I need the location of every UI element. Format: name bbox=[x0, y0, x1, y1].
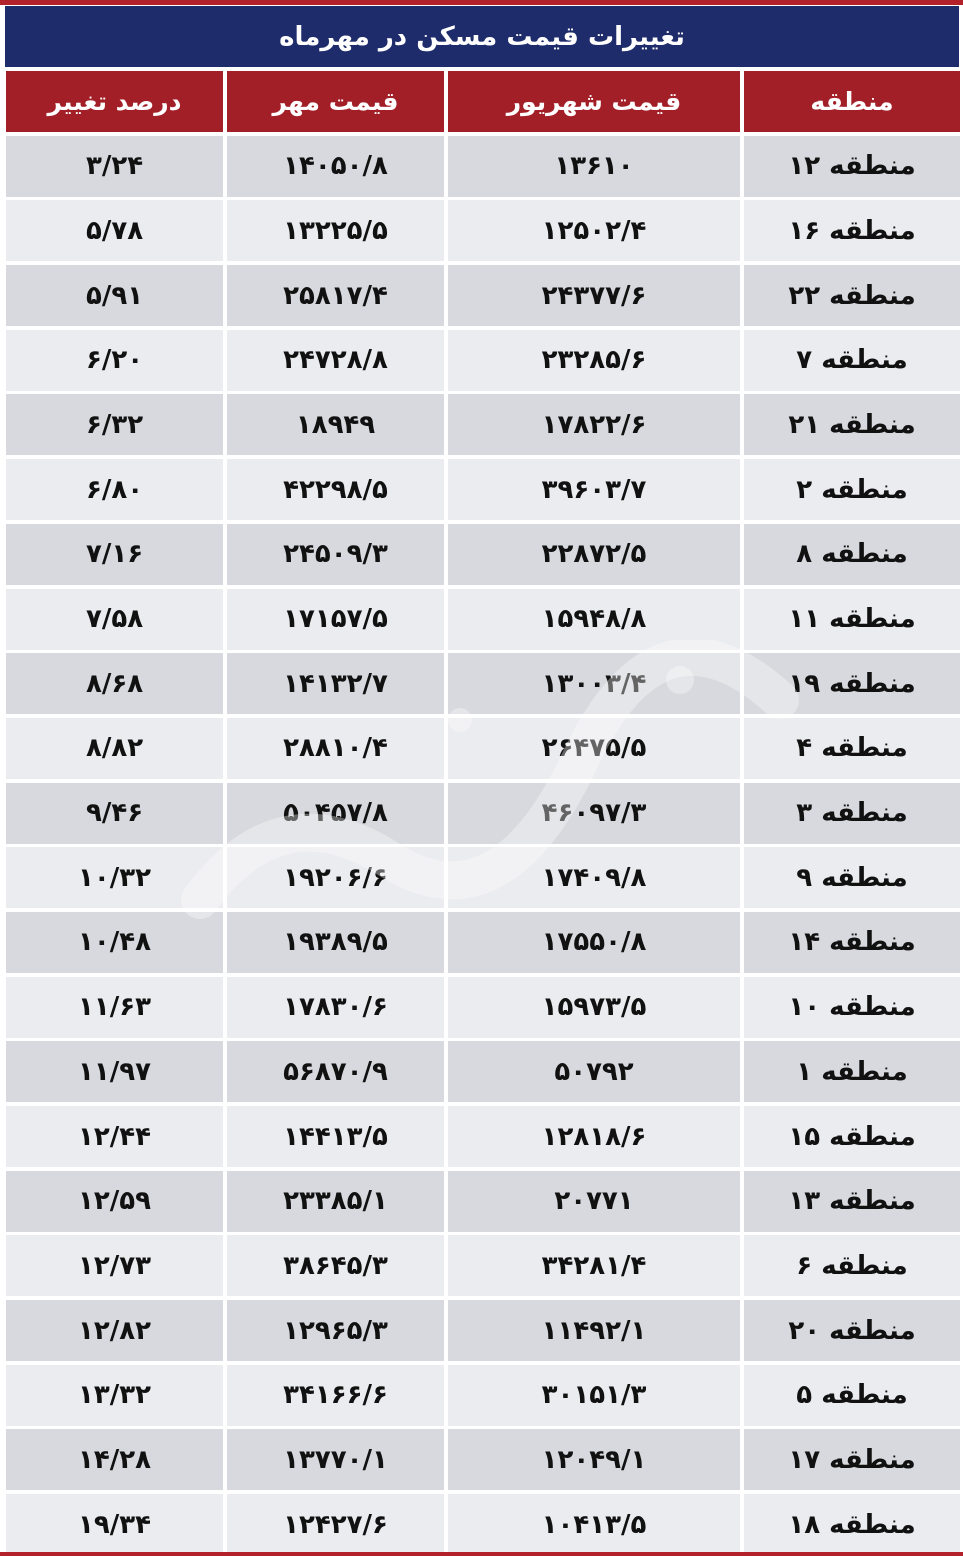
cell-mehr-price: ۲۴۷۲۸/۸ bbox=[227, 330, 444, 391]
cell-region: منطقه ۲۲ bbox=[744, 265, 960, 326]
cell-mehr-price: ۲۴۵۰۹/۳ bbox=[227, 524, 444, 585]
cell-mehr-price: ۱۲۹۶۵/۳ bbox=[227, 1300, 444, 1361]
cell-mehr-price: ۵۶۸۷۰/۹ bbox=[227, 1041, 444, 1102]
cell-change-percent: ۹/۴۶ bbox=[6, 783, 223, 844]
cell-change-percent: ۱۱/۹۷ bbox=[6, 1041, 223, 1102]
cell-change-percent: ۱۹/۳۴ bbox=[6, 1494, 223, 1555]
cell-mehr-price: ۱۹۲۰۶/۶ bbox=[227, 847, 444, 908]
cell-region: منطقه ۱۴ bbox=[744, 912, 960, 973]
cell-region: منطقه ۷ bbox=[744, 330, 960, 391]
cell-change-percent: ۱۰/۳۲ bbox=[6, 847, 223, 908]
cell-region: منطقه ۸ bbox=[744, 524, 960, 585]
cell-region: منطقه ۴ bbox=[744, 718, 960, 779]
cell-region: منطقه ۱۹ bbox=[744, 653, 960, 714]
cell-shahrivar-price: ۲۰۷۷۱ bbox=[448, 1171, 740, 1232]
cell-change-percent: ۸/۸۲ bbox=[6, 718, 223, 779]
cell-change-percent: ۷/۵۸ bbox=[6, 589, 223, 650]
cell-mehr-price: ۳۴۱۶۶/۶ bbox=[227, 1365, 444, 1426]
cell-mehr-price: ۴۲۲۹۸/۵ bbox=[227, 459, 444, 520]
cell-mehr-price: ۲۸۸۱۰/۴ bbox=[227, 718, 444, 779]
cell-region: منطقه ۶ bbox=[744, 1235, 960, 1296]
cell-region: منطقه ۱۰ bbox=[744, 977, 960, 1038]
cell-mehr-price: ۲۳۳۸۵/۱ bbox=[227, 1171, 444, 1232]
cell-shahrivar-price: ۳۹۶۰۳/۷ bbox=[448, 459, 740, 520]
cell-change-percent: ۱۱/۶۳ bbox=[6, 977, 223, 1038]
cell-mehr-price: ۱۷۸۳۰/۶ bbox=[227, 977, 444, 1038]
cell-change-percent: ۱۰/۴۸ bbox=[6, 912, 223, 973]
cell-change-percent: ۵/۹۱ bbox=[6, 265, 223, 326]
header-region: منطقه bbox=[744, 71, 960, 132]
table-title bbox=[5, 6, 959, 67]
cell-region: منطقه ۱۲ bbox=[744, 136, 960, 197]
header-change-percent: درصد تغییر bbox=[6, 71, 223, 132]
cell-shahrivar-price: ۱۷۸۲۲/۶ bbox=[448, 394, 740, 455]
cell-change-percent: ۶/۲۰ bbox=[6, 330, 223, 391]
cell-shahrivar-price: ۵۰۷۹۲ bbox=[448, 1041, 740, 1102]
cell-shahrivar-price: ۲۴۳۷۷/۶ bbox=[448, 265, 740, 326]
cell-mehr-price: ۱۴۰۵۰/۸ bbox=[227, 136, 444, 197]
cell-region: منطقه ۹ bbox=[744, 847, 960, 908]
cell-region: منطقه ۲۰ bbox=[744, 1300, 960, 1361]
cell-change-percent: ۱۲/۵۹ bbox=[6, 1171, 223, 1232]
cell-mehr-price: ۳۸۶۴۵/۳ bbox=[227, 1235, 444, 1296]
cell-change-percent: ۳/۲۴ bbox=[6, 136, 223, 197]
cell-mehr-price: ۱۲۴۲۷/۶ bbox=[227, 1494, 444, 1555]
cell-region: منطقه ۲ bbox=[744, 459, 960, 520]
bottom-accent-line bbox=[0, 1552, 963, 1556]
cell-change-percent: ۱۲/۴۴ bbox=[6, 1106, 223, 1167]
cell-region: منطقه ۱۸ bbox=[744, 1494, 960, 1555]
cell-region: منطقه ۱۳ bbox=[744, 1171, 960, 1232]
cell-change-percent: ۱۳/۳۲ bbox=[6, 1365, 223, 1426]
cell-change-percent: ۱۲/۷۳ bbox=[6, 1235, 223, 1296]
cell-mehr-price: ۱۳۷۷۰/۱ bbox=[227, 1429, 444, 1490]
cell-shahrivar-price: ۱۲۰۴۹/۱ bbox=[448, 1429, 740, 1490]
cell-change-percent: ۶/۸۰ bbox=[6, 459, 223, 520]
cell-shahrivar-price: ۱۲۸۱۸/۶ bbox=[448, 1106, 740, 1167]
header-shahrivar-price: قیمت شهریور bbox=[448, 71, 740, 132]
cell-region: منطقه ۱۶ bbox=[744, 200, 960, 261]
cell-shahrivar-price: ۱۲۵۰۲/۴ bbox=[448, 200, 740, 261]
cell-change-percent: ۵/۷۸ bbox=[6, 200, 223, 261]
cell-region: منطقه ۱۷ bbox=[744, 1429, 960, 1490]
cell-shahrivar-price: ۱۳۶۱۰ bbox=[448, 136, 740, 197]
cell-mehr-price: ۱۴۱۳۲/۷ bbox=[227, 653, 444, 714]
cell-shahrivar-price: ۱۵۹۷۳/۵ bbox=[448, 977, 740, 1038]
cell-mehr-price: ۱۸۹۴۹ bbox=[227, 394, 444, 455]
cell-shahrivar-price: ۱۷۵۵۰/۸ bbox=[448, 912, 740, 973]
cell-region: منطقه ۱ bbox=[744, 1041, 960, 1102]
cell-change-percent: ۷/۱۶ bbox=[6, 524, 223, 585]
cell-shahrivar-price: ۱۷۴۰۹/۸ bbox=[448, 847, 740, 908]
cell-region: منطقه ۵ bbox=[744, 1365, 960, 1426]
cell-shahrivar-price: ۳۰۱۵۱/۳ bbox=[448, 1365, 740, 1426]
price-table bbox=[5, 71, 960, 1555]
cell-change-percent: ۱۲/۸۲ bbox=[6, 1300, 223, 1361]
cell-region: منطقه ۱۵ bbox=[744, 1106, 960, 1167]
top-accent-line bbox=[0, 0, 963, 5]
cell-region: منطقه ۱۱ bbox=[744, 589, 960, 650]
cell-shahrivar-price: ۱۵۹۴۸/۸ bbox=[448, 589, 740, 650]
cell-mehr-price: ۱۹۳۸۹/۵ bbox=[227, 912, 444, 973]
cell-region: منطقه ۲۱ bbox=[744, 394, 960, 455]
cell-change-percent: ۶/۳۲ bbox=[6, 394, 223, 455]
cell-shahrivar-price: ۲۲۸۷۲/۵ bbox=[448, 524, 740, 585]
cell-change-percent: ۸/۶۸ bbox=[6, 653, 223, 714]
cell-shahrivar-price: ۱۰۴۱۳/۵ bbox=[448, 1494, 740, 1555]
header-mehr-price: قیمت مهر bbox=[227, 71, 444, 132]
cell-shahrivar-price: ۴۶۰۹۷/۳ bbox=[448, 783, 740, 844]
cell-mehr-price: ۱۷۱۵۷/۵ bbox=[227, 589, 444, 650]
cell-mehr-price: ۲۵۸۱۷/۴ bbox=[227, 265, 444, 326]
cell-shahrivar-price: ۱۱۴۹۲/۱ bbox=[448, 1300, 740, 1361]
cell-shahrivar-price: ۱۳۰۰۳/۴ bbox=[448, 653, 740, 714]
cell-mehr-price: ۱۴۴۱۳/۵ bbox=[227, 1106, 444, 1167]
table-title-text: تغییرات قیمت مسکن در مهرماه bbox=[279, 21, 685, 52]
cell-shahrivar-price: ۲۳۲۸۵/۶ bbox=[448, 330, 740, 391]
cell-change-percent: ۱۴/۲۸ bbox=[6, 1429, 223, 1490]
cell-shahrivar-price: ۳۴۲۸۱/۴ bbox=[448, 1235, 740, 1296]
cell-shahrivar-price: ۲۶۴۷۵/۵ bbox=[448, 718, 740, 779]
cell-region: منطقه ۳ bbox=[744, 783, 960, 844]
cell-mehr-price: ۵۰۴۵۷/۸ bbox=[227, 783, 444, 844]
cell-mehr-price: ۱۳۲۲۵/۵ bbox=[227, 200, 444, 261]
